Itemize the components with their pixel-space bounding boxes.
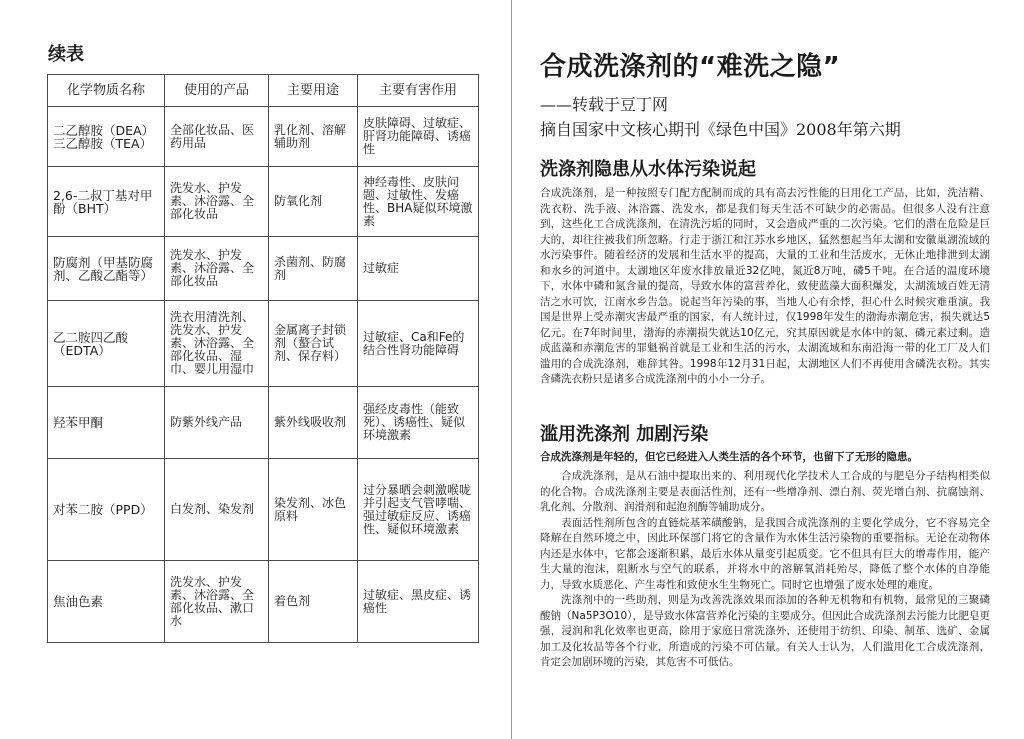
- section-2-paragraph: 合成洗涤剂，是从石油中提取出来的、利用现代化学技术人工合成的与肥皂分子结构相类似的化合物。合成洗涤剂主要是表面活性剂，还有一些增净剂、漂白剂、荧光增白剂、抗腐蚀剂、乳化剂、分散剂、润滑剂和起泡剂酶等辅助成分。: [540, 470, 990, 513]
- products-cell: 全部化妆品、医药用品: [165, 107, 269, 167]
- products-cell: 洗发水、护发素、沐浴露、全部化妆品: [165, 237, 269, 301]
- section-2-title: 滥用洗涤剂 加剧污染: [540, 424, 709, 445]
- products-cell: 洗衣用清洗剂、洗发水、护发素、沐浴露、全部化妆品、湿巾、婴儿用湿巾: [165, 301, 269, 387]
- table-row: [48, 301, 479, 387]
- source-line: 摘自国家中文核心期刊《绿色中国》2008年第六期: [540, 120, 901, 139]
- table-row: [48, 387, 479, 459]
- header-products: 使用的产品: [165, 75, 269, 107]
- table-continued-heading: 续表: [48, 44, 84, 65]
- section-2-paragraph: 表面活性剂所包含的直链烷基苯磺酸钠，是我国合成洗涤剂的主要化学成分，它不容易完全降解在自然环境之中，因此环保部门将它的含量作为水体生活污染物的重要指标。无论在动物体内还是水体中，它都会逐渐积累，最后水体从量变引起质变。它不但具有巨大的增毒作用，能产生大量的泡沫，阻断水与空气的联系，并将水中的溶解氧消耗殆尽，降低了整个水体的自净能力，导致水质恶化、产生毒性和致使水生生物死亡。同时它也增强了废水处理的难度。: [540, 516, 990, 591]
- table-row: [48, 107, 479, 167]
- section-2-lead: 合成洗涤剂是年轻的，但它已经进入人类生活的各个环节，也留下了无形的隐患。: [540, 451, 918, 463]
- harm-cell: 过敏症、黑皮症、诱癌性: [358, 561, 479, 643]
- section-2-paragraph: 洗涤剂中的一些助剂，则是为改善洗涤效果而添加的各种无机物和有机物，最常见的三聚磷酸钠（Na5P3O10），是导致水体富营养化污染的主要成分。但因此合成洗涤剂去污能力比肥皂更强，浸润和乳化效率也更高，除用于家庭日常洗涤外，还使用于纺织、印染、制革、选矿、金属加工及化妆品等各个行业，所造成的污染不可估量。有关人士认为，人们滥用化工合成洗涤剂，肯定会加剧环境的污染，其危害不可低估。: [540, 594, 990, 668]
- header-main-use: 主要用途: [269, 75, 358, 107]
- use-cell: 杀菌剂、防腐剂: [269, 237, 358, 301]
- products-cell: 洗发水、护发素、沐浴露、全部化妆品、漱口水: [165, 561, 269, 643]
- use-cell: 紫外线吸收剂: [269, 387, 358, 459]
- chemical-name: 防腐剂（甲基防腐剂、乙酸乙酯等）: [48, 237, 165, 301]
- article-title: 合成洗涤剂的“难洗之隐”: [540, 52, 841, 82]
- use-cell: 乳化剂、溶解辅助剂: [269, 107, 358, 167]
- repost-line: ——转载于豆丁网: [540, 95, 669, 114]
- harm-cell: 过敏症、Ca和Fe的结合性肾功能障碍: [358, 301, 479, 387]
- use-cell: 防氧化剂: [269, 167, 358, 237]
- section-2-body: [540, 469, 990, 671]
- use-cell: 金属离子封锁剂（螯合试剂、保存料）: [269, 301, 358, 387]
- header-chemical-name: 化学物质名称: [48, 75, 165, 107]
- table-row: [48, 237, 479, 301]
- chemical-name: 对苯二胺（PPD）: [48, 459, 165, 561]
- products-cell: 白发剂、染发剂: [165, 459, 269, 561]
- chemical-name: 2,6-二叔丁基对甲酚（BHT）: [48, 167, 165, 237]
- section-1-body: 合成洗涤剂，是一种按照专门配方配制而成的具有高去污性能的日用化工产品，比如，洗洁精、洗衣粉、洗手液、沐浴露、洗发水，都是我们每天生活不可缺少的必需品。但很多人没有注意到，这些化工合成洗涤剂，在清洗污垢的同时，又会造成严重的二次污染。它们的潜在危险是巨大的，却往往被我们所忽略。行走于浙江和江苏水乡地区，猛然想起当年太湖和安徽巢湖流域的水污染事件。随着经济的发展和生活水平的提高，大量的工业和生活废水，无休止地排泄到太湖和水乡的河道中。太湖地区年废水排放量近32亿吨，氮近8万吨，磷5千吨。在合适的温度环境下，水体中磷和氮含量的提高，导致水体的富营养化，致使蓝藻大面积爆发，太湖流域百姓无清洁之水可饮，江南水乡告急。说起当年污染的事，当地人心有余悸，担心什么时候灾难重演。我国是世界上受赤潮灾害最严重的国家，有人统计过，仅1998年发生的渤海赤潮危害，损失就达5亿元。在7年时间里，渤海的赤潮损失就达10亿元，究其原因就是水体中的氮、磷元素过剩。造成蓝藻和赤潮危害的罪魁祸首就是工业和生活的污水，太湖流域和东南沿海一带的化工厂及人们滥用的合成洗涤剂，难辞其咎。1998年12月31日起，太湖地区人们不再使用含磷洗衣粉。其实含磷洗衣粉只是诸多合成洗涤剂中的小小一分子。: [540, 187, 990, 385]
- harm-cell: 过分暴晒会刺激喉咙并引起支气管哮喘、强过敏症反应、诱癌性、疑似环境激素: [358, 459, 479, 561]
- table-row: [48, 167, 479, 237]
- products-cell: 洗发水、护发素、沐浴露、全部化妆品: [165, 167, 269, 237]
- products-cell: 防紫外线产品: [165, 387, 269, 459]
- table-row: [48, 459, 479, 561]
- chemical-name: 乙二胺四乙酸（EDTA）: [48, 301, 165, 387]
- use-cell: 着色剂: [269, 561, 358, 643]
- harm-cell: 强经皮毒性（能致死）、诱癌性、疑似环境激素: [358, 387, 479, 459]
- chemical-name: 羟苯甲酮: [48, 387, 165, 459]
- chemical-name: 二乙醇胺（DEA）三乙醇胺（TEA）: [48, 107, 165, 167]
- table-header-row: [48, 75, 479, 107]
- section-1-title: 洗涤剂隐患从水体污染说起: [540, 159, 756, 180]
- harm-cell: 神经毒性、皮肤问题、过敏性、发癌性、BHA疑似环境激素: [358, 167, 479, 237]
- use-cell: 染发剂、冰色原料: [269, 459, 358, 561]
- table-row: [48, 561, 479, 643]
- harm-cell: 皮肤障碍、过敏症、肝肾功能障碍、诱癌性: [358, 107, 479, 167]
- chemical-name: 焦油色素: [48, 561, 165, 643]
- header-harmful-effects: 主要有害作用: [358, 75, 479, 107]
- harm-cell: 过敏症: [358, 237, 479, 301]
- chemical-table: [47, 74, 479, 643]
